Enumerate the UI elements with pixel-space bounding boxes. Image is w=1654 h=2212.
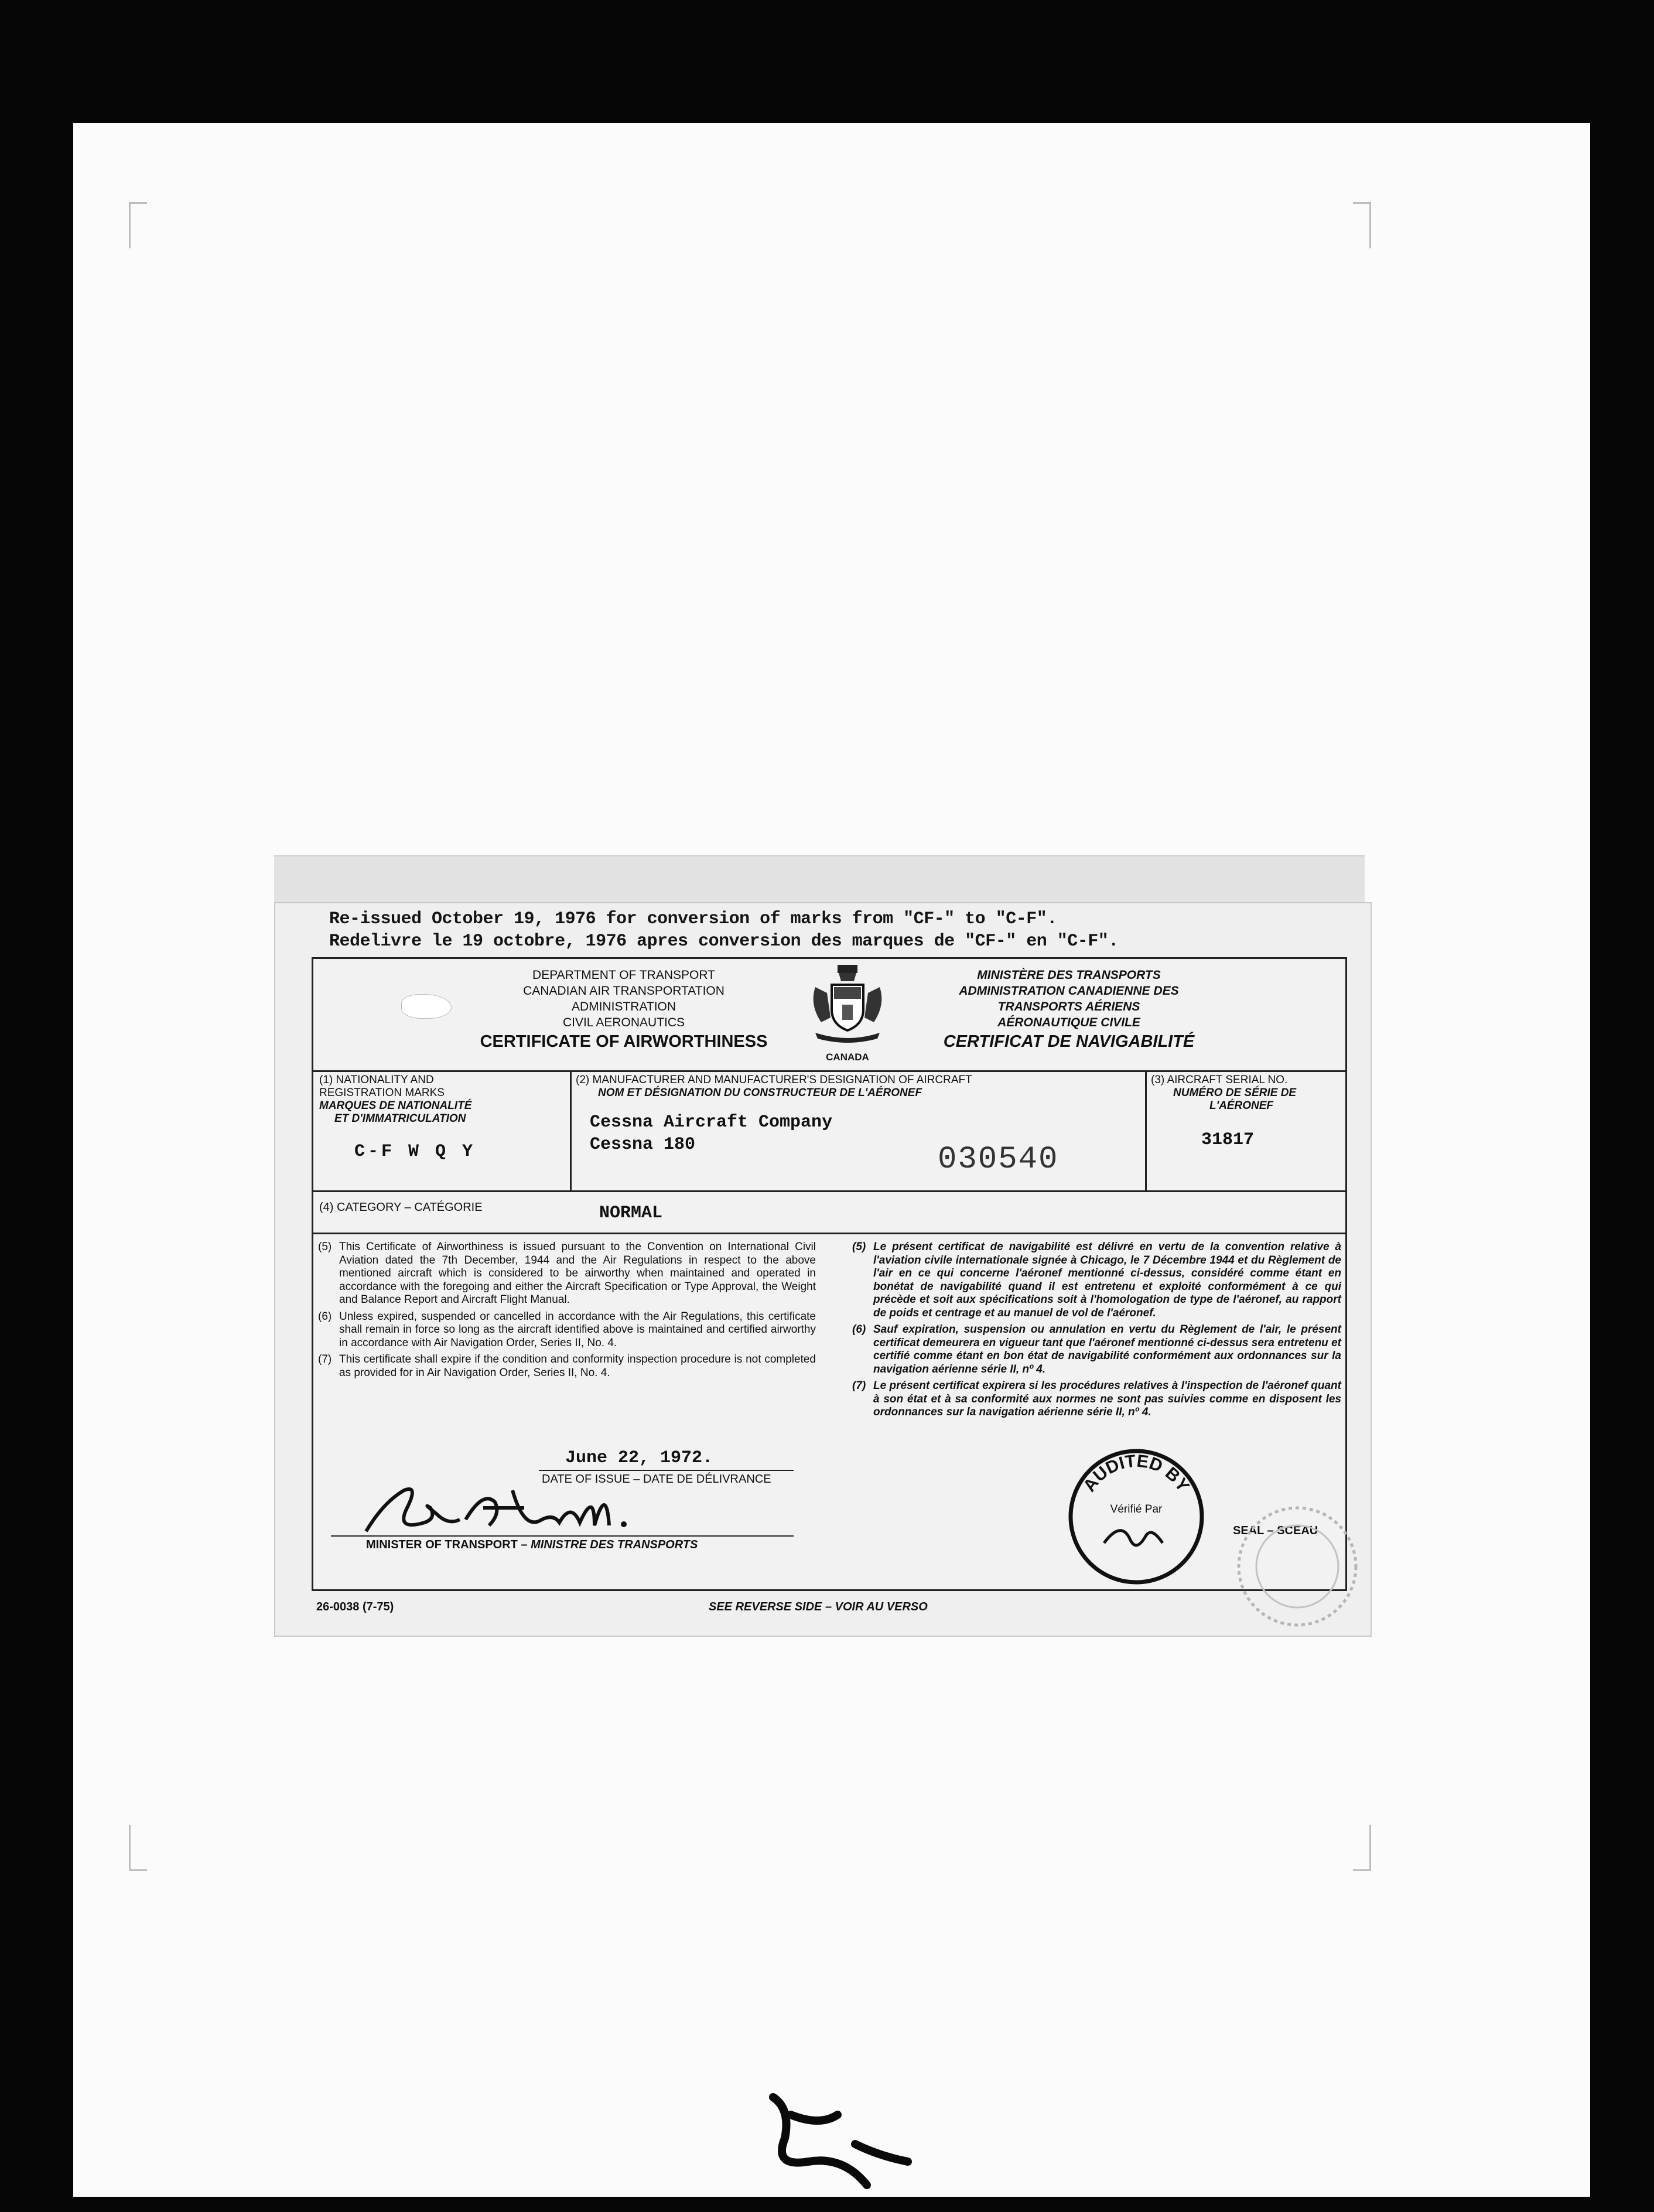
paragraph-text: Sauf expiration, suspension ou annulation en vertu du Règlement de l'air, le présent certificat demeurera en vigueur tant que l'aéronef mentionné ci-dessus sera entretenu et certifié comme étant en bon état de navigabilité conformément aux ordonnances sur la navigation aérienne série II, nº 4. — [873, 1323, 1341, 1375]
crest-icon — [804, 964, 891, 1046]
signature-label-en: MINISTER OF TRANSPORT — [366, 1538, 518, 1551]
paragraph — [318, 1241, 816, 1307]
conditions-section — [313, 1233, 1345, 1551]
field-label-fr: NOM ET DÉSIGNATION DU CONSTRUCTEUR DE L'AÉRONEF — [598, 1087, 922, 1099]
crop-mark — [129, 202, 147, 248]
field-label: (1) NATIONALITY AND — [319, 1074, 434, 1086]
manufacturer-name-value: Cessna Aircraft Company — [590, 1112, 833, 1132]
aircraft-model-value: Cessna 180 — [590, 1135, 696, 1155]
crest-label: CANADA — [826, 1052, 869, 1063]
paragraph — [852, 1380, 1341, 1419]
paragraph — [318, 1353, 816, 1380]
header-line: MINISTÈRE DES TRANSPORTS — [977, 968, 1161, 982]
minister-signature — [348, 1467, 676, 1543]
field-label: (2) MANUFACTURER AND MANUFACTURER'S DESIGNATION OF AIRCRAFT — [576, 1074, 972, 1086]
reissue-note-fr: Redelivre le 19 octobre, 1976 apres conversion des marques de "CF-" en "C-F". — [329, 931, 1119, 951]
header-line: CIVIL AERONAUTICS — [562, 1016, 685, 1029]
paragraph-number: (5) — [852, 1241, 866, 1253]
embossed-seal-icon — [1227, 1496, 1368, 1637]
paragraph-text: This Certificate of Airworthiness is issued pursuant to the Convention on International Civil Aviation dated the 7th December, 1944 and the Air Regulations in respect to the above mentioned aircraft which is considered to be airworthy when maintained and operated in accordance with the foregoing and either the Aircraft Specification or Type Approval, the Weight and Balance Report and Aircraft Flight Manual. — [339, 1241, 816, 1306]
issue-date-label: DATE OF ISSUE – DATE DE DÉLIVRANCE — [542, 1473, 771, 1486]
paragraph — [852, 1323, 1341, 1376]
signature-rule — [331, 1535, 794, 1537]
signature-label — [366, 1538, 698, 1552]
paragraph-text: Le présent certificat de navigabilité est délivré en vertu de la convention relative à l'aviation civile internationale signée à Chicago, le 7 Décembre 1944 et du Règlement de l'air en ce qui concerne l'aéronef mentionné ci-dessus, considéré comme étant en bonétat de navigabilité quand il est entretenu et exploité conformément à ce qui précède et soit aux spécifications soit à l'homologation de type de l'aéronef, au rapport de poids et centrage et au manuel de vol de l'aéronef. — [873, 1241, 1341, 1319]
certificate-title-fr: CERTIFICAT DE NAVIGABILITÉ — [943, 1032, 1195, 1051]
stamped-number: 030540 — [938, 1142, 1059, 1177]
header-english — [460, 967, 788, 1053]
field-label-fr: MARQUES DE NATIONALITÉ — [319, 1100, 472, 1112]
crop-mark — [1353, 1825, 1371, 1871]
field-label: (3) AIRCRAFT SERIAL NO. — [1151, 1074, 1288, 1086]
field-label: REGISTRATION MARKS — [319, 1087, 445, 1099]
audit-stamp-text: AUDITED BY — [1079, 1451, 1193, 1496]
header-line: TRANSPORTS AÉRIENS — [997, 1000, 1140, 1013]
conditions-french — [852, 1241, 1341, 1423]
signature-separator: – — [517, 1538, 531, 1551]
paragraph-number: (5) — [318, 1241, 332, 1253]
header-line: CANADIAN AIR TRANSPORTATION — [523, 984, 725, 998]
aircraft-identity-row — [313, 1070, 1345, 1192]
certificate-frame — [312, 957, 1347, 1591]
paragraph-number: (6) — [318, 1310, 332, 1323]
paragraph-text: Unless expired, suspended or cancelled in accordance with the Air Regulations, this certificate shall remain in force so long as the aircraft identified above is maintained and certified airworthy in accordance with Air Navigation Order, Series II, No. 4. — [339, 1310, 816, 1349]
reverse-side-note: SEE REVERSE SIDE – VOIR AU VERSO — [709, 1600, 928, 1613]
audited-stamp-icon — [1063, 1443, 1209, 1590]
certificate-header — [313, 959, 1345, 1072]
audit-stamp-subtext: Vérifié Par — [1110, 1503, 1163, 1515]
field-label-fr: L'AÉRONEF — [1209, 1100, 1274, 1112]
crop-mark — [129, 1825, 147, 1871]
serial-cell — [1145, 1070, 1345, 1190]
seal-label: SEAL – SCEAU — [1233, 1524, 1318, 1537]
paragraph-number: (6) — [852, 1323, 866, 1336]
ink-blot — [738, 2074, 925, 2191]
header-french — [905, 967, 1233, 1053]
paragraph-number: (7) — [852, 1380, 866, 1392]
category-value: NORMAL — [599, 1203, 663, 1223]
paragraph-text: Le présent certificat expirera si les procédures relatives à l'inspection de l'aéronef quant à son état et à sa conformité aux normes ne sont pas suivies comme en disposent les ordonnances sur la navigation aérienne série II, nº 4. — [873, 1380, 1341, 1418]
field-label-fr: ET D'IMMATRICULATION — [334, 1112, 466, 1125]
header-line: ADMINISTRATION CANADIENNE DES — [959, 984, 1179, 998]
issue-date-value: June 22, 1972. — [565, 1448, 713, 1468]
registration-marks-value: C-F W Q Y — [354, 1142, 476, 1162]
paragraph — [852, 1241, 1341, 1320]
certificate-title-en: CERTIFICATE OF AIRWORTHINESS — [480, 1032, 768, 1051]
svg-text:AUDITED BY — [1079, 1452, 1193, 1496]
conditions-english — [318, 1241, 816, 1383]
category-label: (4) CATEGORY – CATÉGORIE — [319, 1201, 483, 1214]
nationality-cell — [313, 1070, 572, 1190]
paragraph — [318, 1310, 816, 1350]
manufacturer-cell — [570, 1070, 1147, 1190]
category-row — [313, 1190, 1345, 1234]
serial-number-value: 31817 — [1201, 1130, 1255, 1150]
header-line: DEPARTMENT OF TRANSPORT — [532, 968, 715, 982]
paragraph-text: This certificate shall expire if the condition and conformity inspection procedure is not completed as provided for in Air Navigation Order, Series II, No. 4. — [339, 1353, 816, 1379]
form-number: 26-0038 (7-75) — [316, 1600, 394, 1613]
canada-coat-of-arms-icon — [795, 964, 900, 1064]
reissue-note-en: Re-issued October 19, 1976 for conversion of marks from "CF-" to "C-F". — [329, 909, 1057, 929]
certificate-top-fold — [274, 855, 1365, 909]
punch-hole — [401, 994, 452, 1019]
crop-mark — [1353, 202, 1371, 248]
paragraph-number: (7) — [318, 1353, 332, 1366]
signature-label-fr: MINISTRE DES TRANSPORTS — [531, 1538, 698, 1551]
certificate-document — [274, 902, 1372, 1637]
header-line: ADMINISTRATION — [571, 1000, 676, 1013]
field-label-fr: NUMÉRO DE SÉRIE DE — [1173, 1087, 1297, 1099]
header-line: AÉRONAUTIQUE CIVILE — [997, 1016, 1140, 1029]
